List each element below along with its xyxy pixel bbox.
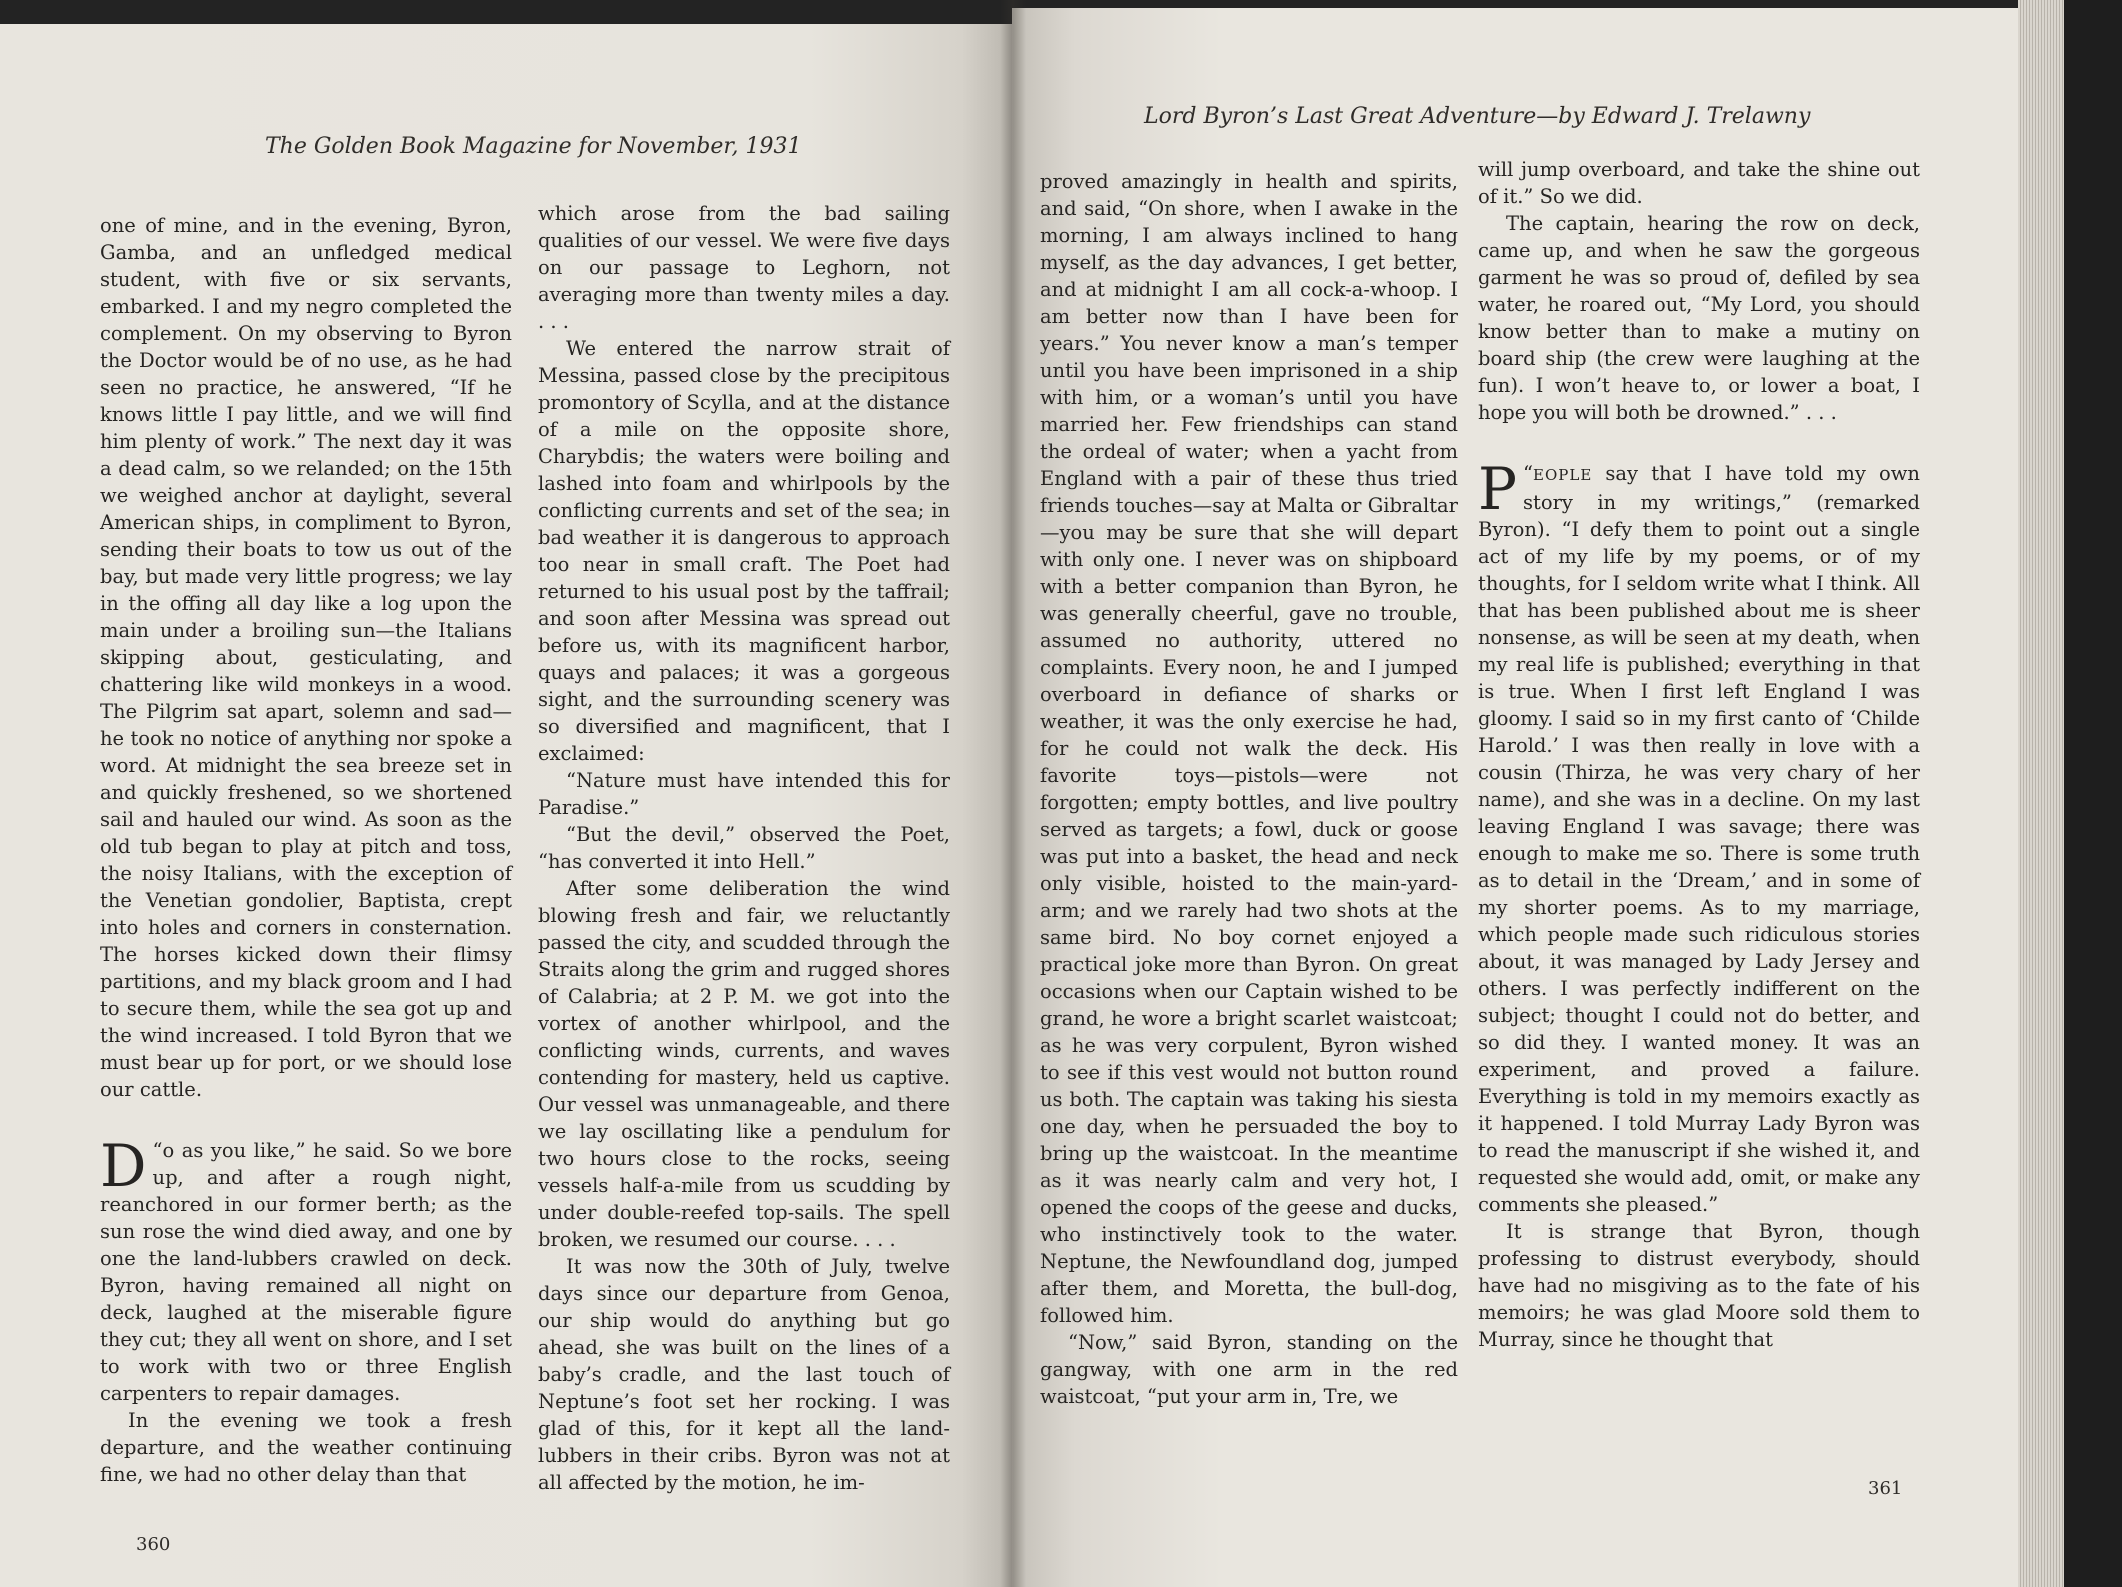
page-number-left: 360 [136, 1534, 171, 1555]
paragraph: “Now,” said Byron, standing on the gangway, with one arm in the red waistcoat, “put your arm in, Tre, we [1040, 1331, 1458, 1408]
paragraph: “Nature must have intended this for Paradise.” [538, 769, 950, 819]
column-1 [100, 212, 512, 1488]
running-head-left: The Golden Book Magazine for November, 1931 [265, 134, 802, 159]
drop-quote: “ [1523, 462, 1534, 485]
column-2 [538, 200, 950, 1496]
paragraph: will jump overboard, and take the shine out of it.” So we did. [1478, 158, 1920, 208]
paragraph: The captain, hearing the row on deck, came up, and when he saw the gorgeous garment he was so proud of, defiled by sea water, he roared out, “My Lord, you should know better than to make a mutiny on board ship (the crew were laughing at the fun). I won’t heave to, or lower a boat, I hope you will both be drowned.” . . . [1478, 212, 1920, 424]
drop-cap-letter: D [100, 1132, 147, 1200]
paragraph: We entered the narrow strait of Messina, passed close by the precipitous promontory of Scylla, and at the distance of a mile on the opposite shore, Charybdis; the waters were boiling and lashed into foam and whirlpools by the conflicting currents and set of the sea; in bad weather it is dangerous to approach too near in small craft. The Poet had returned to his usual post by the taffrail; and soon after Messina was spread out before us, with its magnificent harbor, quays and palaces; it was a gorgeous sight, and the surrounding scenery was so diversified and magnificent, that I exclaimed: [538, 337, 950, 765]
drop-cap-text: say that I have told my own story in my writings,” (remarked Byron). “I defy them to point out a single act of my life by my poems, or of my thoughts, for I seldom write what I think. All that has been published about me is sheer nonsense, as will be seen at my death, when my real life is published; everything in that is true. When I first left England I was gloomy. I said so in my first canto of ‘Childe Harold.’ I was then really in love with a cousin (Thirza, he was very chary of her name), and she was in a decline. On my last leaving England I was savage; there was enough to make me so. There is some truth as to detail in the ‘Dream,’ and in some of my shorter poems. As to my marriage, which people made such ridiculous stories about, it was managed by Lady Jersey and others. I was perfectly indifferent on the subject; thought I could not do better, and so did they. I wanted money. It was an experiment, and proved a failure. Everything is told in my memoirs exactly as it happened. I told Murray Lady Byron was to read the manuscript if she wished it, and requested she would add, omit, or make any comments she pleased.” [1478, 462, 1920, 1216]
drop-cap-paragraph [1478, 455, 1920, 1218]
paragraph: one of mine, and in the evening, Byron, Gamba, and an unfledged medical student, with five or six servants, embarked. I and my negro completed the complement. On my observing to Byron the Doctor would be of no use, as he had seen no practice, he answered, “If he knows little I pay little, and we will find him plenty of work.” The next day it was a dead calm, so we relanded; on the 15th we weighed anchor at daylight, several American ships, in compliment to Byron, sending their boats to tow us out of the bay, but made very little progress; we lay in the offing all day like a log upon the main under a broiling sun—the Italians skipping about, gesticulating, and chattering like wild monkeys in a wood. The Pilgrim sat apart, solemn and sad—he took no notice of anything nor spoke a word. At midnight the sea breeze set in and quickly freshened, so we shortened sail and hauled our wind. As soon as the old tub began to play at pitch and toss, the noisy Italians, with the exception of the Venetian gondolier, Baptista, crept into holes and corners in consternation. The horses kicked down their flimsy partitions, and my black groom and I had to secure them, while the sea got up and the wind increased. I told Byron that we must bear up for port, or we should lose our cattle. [100, 214, 512, 1101]
paragraph: which arose from the bad sailing qualities of our vessel. We were five days on our passage to Leghorn, not averaging more than twenty miles a day. . . . [538, 202, 950, 333]
paragraph: “But the devil,” observed the Poet, “has converted it into Hell.” [538, 823, 950, 873]
left-page [0, 24, 1012, 1587]
column-4 [1478, 156, 1920, 1353]
column-3 [1040, 168, 1458, 1410]
book-gutter [1000, 0, 1026, 1587]
right-page [1012, 8, 2064, 1587]
drop-cap-paragraph [100, 1132, 512, 1407]
drop-cap-text: o as you like,” he said. So we bore up, and after a rough night, reanchored in our former berth; as the sun rose the wind died away, and one by one the land-lubbers crawled on deck. Byron, having remained all night on deck, laughed at the miserable figure they cut; they all went on shore, and I set to work with two or three English carpenters to repair damages. [100, 1139, 512, 1405]
paragraph: In the evening we took a fresh departure, and the weather continuing fine, we had no other delay than that [100, 1409, 512, 1486]
drop-quote: “ [152, 1139, 163, 1162]
paragraph: After some deliberation the wind blowing fresh and fair, we reluctantly passed the city, and scudded through the Straits along the grim and rugged shores of Calabria; at 2 P. M. we got into the vortex of another whirlpool, and the conflicting winds, currents, and waves contending for mastery, held us captive. Our vessel was unmanageable, and there we lay oscillating like a pendulum for two hours close to the rocks, seeing vessels half-a-mile from us scudding by under double-reefed top-sails. The spell broken, we resumed our course. . . . [538, 877, 950, 1251]
page-number-right: 361 [1868, 1478, 1903, 1499]
drop-cap-smallcaps: EOPLE [1533, 466, 1593, 484]
paragraph: proved amazingly in health and spirits, and said, “On shore, when I awake in the morning, I am always inclined to hang myself, as the day advances, I get better, and at midnight I am all cock-a-whoop. I am better now than I have been for years.” You never know a man’s temper until you have been imprisoned in a ship with him, or a woman’s until you have married her. Few friendships can stand the ordeal of water; when a yacht from England with a pair of these thus tried friends touches—say at Malta or Gibraltar—you may be sure that she will depart with only one. I never was on shipboard with a better companion than Byron, he was generally cheerful, gave no trouble, assumed no authority, uttered no complaints. Every noon, he and I jumped overboard in defiance of sharks or weather, it was the only exercise he had, for he could not walk the deck. His favorite toys—pistols—were not forgotten; empty bottles, and live poultry served as targets; a fowl, duck or goose was put into a basket, the head and neck only visible, hoisted to the main-yard-arm; and we rarely had two shots at the same bird. No boy cornet enjoyed a practical joke more than Byron. On great occasions when our Captain wished to be grand, he wore a bright scarlet waistcoat; as he was very corpulent, Byron wished to see if this vest would not button round us both. The captain was taking his siesta one day, when he persuaded the boy to bring up the waistcoat. In the meantime as it was nearly calm and very hot, I opened the coops of the geese and ducks, who instinctively took to the water. Neptune, the Newfoundland dog, jumped after them, and Moretta, the bull-dog, followed him. [1040, 170, 1458, 1327]
background-shadow [2064, 0, 2122, 1587]
paragraph: It is strange that Byron, though professing to distrust everybody, should have had no misgiving as to the fate of his memoirs; he was glad Moore sold them to Murray, since he thought that [1478, 1220, 1920, 1351]
page-edges [2018, 0, 2066, 1587]
paragraph: It was now the 30th of July, twelve days since our departure from Genoa, our ship would do anything but go ahead, she was built on the lines of a baby’s cradle, and the last touch of Neptune’s foot set her rocking. I was glad of this, for it kept all the land-lubbers in their cribs. Byron was not at all affected by the motion, he im- [538, 1255, 950, 1494]
running-head-right: Lord Byron’s Last Great Adventure—by Edward J. Trelawny [1144, 104, 1811, 129]
drop-cap-letter: P [1478, 455, 1518, 523]
